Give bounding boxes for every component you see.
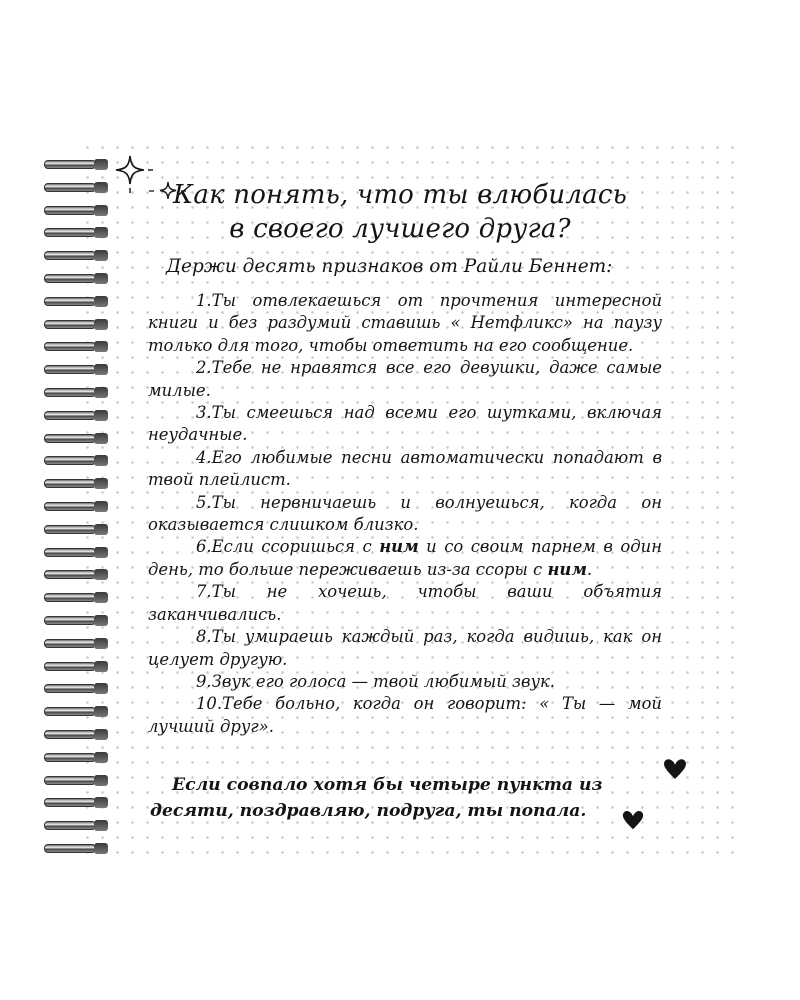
item-number: 4. <box>196 447 212 467</box>
subtitle: Держи десять признаков от Райли Беннет: <box>166 256 613 277</box>
page-title <box>160 178 640 246</box>
signs-list <box>148 290 662 738</box>
list-item <box>148 581 662 626</box>
spiral-ring <box>44 548 110 557</box>
spiral-ring <box>44 525 110 534</box>
item-number: 8. <box>196 627 212 647</box>
item-number: 1. <box>196 291 212 310</box>
item-text: и со своим парнем в один день, то больше переживаешь из-за ссоры с <box>148 537 662 579</box>
item-number: 2. <box>196 358 212 378</box>
list-item <box>148 536 662 581</box>
emphasis-text: ним <box>547 559 587 579</box>
list-item <box>148 671 662 693</box>
spiral-ring <box>44 456 110 465</box>
item-number: 9. <box>196 671 212 691</box>
spiral-ring <box>44 434 110 443</box>
conclusion-text: Если совпало хотя бы четыре пункта из десяти, поздравляю, подруга, ты попала. <box>150 775 603 821</box>
item-number: 3. <box>196 403 212 423</box>
item-text: Ты умираешь каждый раз, когда видишь, как он целует другую. <box>148 627 662 669</box>
list-item <box>148 693 662 738</box>
spiral-ring <box>44 707 110 716</box>
list-item <box>148 447 662 492</box>
spiral-ring <box>44 798 110 807</box>
spiral-ring <box>44 502 110 511</box>
spiral-ring <box>44 776 110 785</box>
list-item <box>148 492 662 537</box>
spiral-binding <box>44 150 114 860</box>
spiral-ring <box>44 730 110 739</box>
spiral-ring <box>44 365 110 374</box>
spiral-ring <box>44 297 110 306</box>
spiral-ring <box>44 228 110 237</box>
spiral-ring <box>44 662 110 671</box>
spiral-ring <box>44 570 110 579</box>
item-text: . <box>586 559 593 579</box>
item-text: Ты смеешься над всеми его шутками, включая неудачные. <box>148 403 662 445</box>
spiral-ring <box>44 206 110 215</box>
spiral-ring <box>44 479 110 488</box>
item-text: Ты отвлекаешься от прочтения интересной книги и без раздумий ставишь « Нетфликс» на паузу только для того, чтобы ответить на его сообщение. <box>148 291 662 355</box>
item-number: 7. <box>196 582 212 602</box>
list-item <box>148 357 662 402</box>
list-item <box>148 290 662 357</box>
spiral-ring <box>44 639 110 648</box>
item-text: Ты нервничаешь и волнуешься, когда он оказывается слишком близко. <box>148 492 662 535</box>
emphasis-text: ним <box>379 537 419 557</box>
spiral-ring <box>44 251 110 260</box>
spiral-ring <box>44 274 110 283</box>
spiral-ring <box>44 388 110 397</box>
spiral-ring <box>44 183 110 192</box>
item-number: 10. <box>196 694 223 714</box>
spiral-ring <box>44 821 110 830</box>
spiral-ring <box>44 342 110 351</box>
spiral-ring <box>44 616 110 625</box>
spiral-ring <box>44 160 110 169</box>
spiral-ring <box>44 411 110 420</box>
spiral-ring <box>44 320 110 329</box>
title-line: в своего лучшего друга? <box>229 214 571 244</box>
heart-icon <box>662 757 688 781</box>
spiral-ring <box>44 753 110 762</box>
item-text: Если ссоришься с <box>211 537 380 557</box>
item-text: Его любимые песни автоматически попадают в твой плейлист. <box>148 447 662 490</box>
item-text: Звук его голоса — твой любимый звук. <box>211 671 556 691</box>
spiral-ring <box>44 844 110 853</box>
spiral-ring <box>44 684 110 693</box>
item-number: 5. <box>196 492 212 512</box>
list-item <box>148 402 662 447</box>
item-number: 6. <box>196 537 212 557</box>
title-line: Как понять, что ты влюбилась <box>173 180 627 210</box>
item-text: Ты не хочешь, чтобы ваши объятия заканчивались. <box>148 582 662 624</box>
spiral-ring <box>44 593 110 602</box>
item-text: Тебе больно, когда он говорит: « Ты — мой лучший друг». <box>148 694 662 736</box>
item-text: Тебе не нравятся все его девушки, даже самые милые. <box>148 358 662 400</box>
list-item <box>148 626 662 671</box>
